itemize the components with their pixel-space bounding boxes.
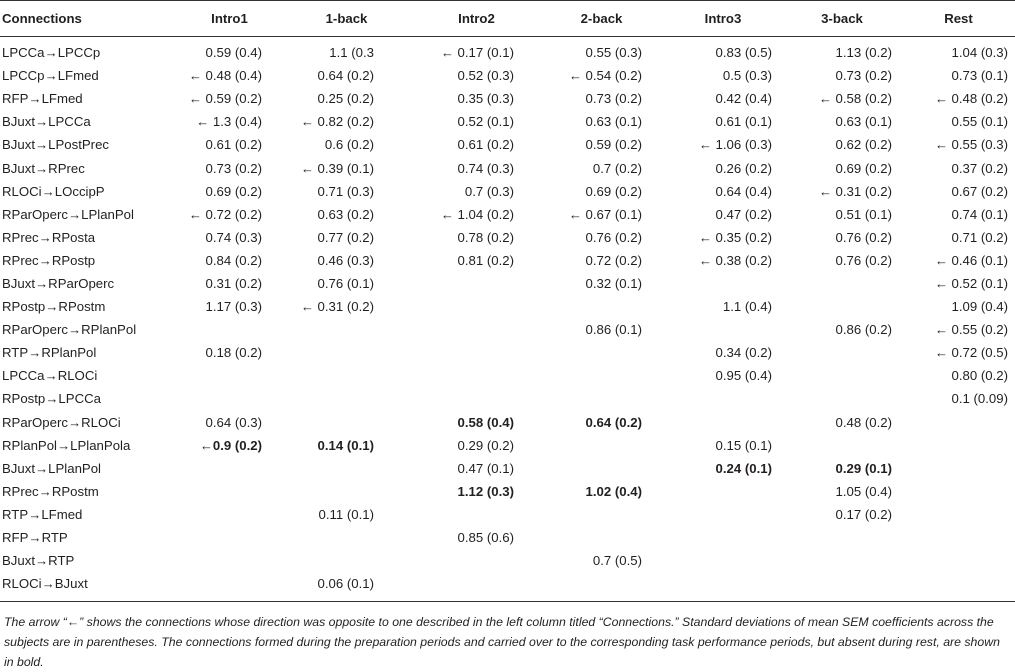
table-cell: ← 0.72 (0.2) [188, 206, 262, 222]
connection-label: RLOCi→BJuxt [2, 576, 88, 592]
table-row [0, 387, 1015, 410]
table-cell: ← 0.58 (0.2) [818, 91, 892, 107]
table-cell: ← 0.35 (0.2) [698, 229, 772, 245]
header-1-back: 1-back [279, 1, 414, 37]
table-cell: ←0.9 (0.2) [199, 437, 262, 453]
table-row [0, 180, 1015, 203]
table-cell [902, 572, 1015, 595]
table-cell: 0.62 (0.2) [835, 137, 892, 153]
table-row [0, 411, 1015, 434]
connection-label: RPrec→RPostp [2, 252, 96, 268]
table-cell: 0.84 (0.2) [205, 252, 262, 268]
table-cell: 1.13 (0.2) [835, 45, 892, 61]
table-cell [902, 526, 1015, 549]
table-cell [180, 457, 279, 480]
table-cell: 0.69 (0.2) [205, 183, 262, 199]
table-cell [279, 411, 414, 434]
table-cell [180, 318, 279, 341]
table-row [0, 480, 1015, 503]
table-cell [180, 364, 279, 387]
table-cell: ← 0.55 (0.3) [934, 137, 1008, 153]
table-cell: 0.55 (0.1) [951, 114, 1008, 130]
connection-label: RPrec→RPostm [2, 483, 99, 499]
connection-label: RParOperc→RLOCi [2, 414, 121, 430]
table-cell: ← 0.31 (0.2) [818, 183, 892, 199]
table-cell: 0.35 (0.3) [457, 91, 514, 107]
table-cell [664, 318, 782, 341]
table-cell [414, 549, 539, 572]
table-cell: 0.76 (0.2) [835, 252, 892, 268]
table-cell [782, 434, 902, 457]
table-cell: ← 0.59 (0.2) [188, 91, 262, 107]
table-cell: 0.11 (0.1) [318, 506, 374, 522]
table-cell: 0.85 (0.6) [457, 530, 514, 546]
connection-label: LPCCp→LFmed [2, 68, 99, 84]
table-cell [279, 526, 414, 549]
table-cell: 0.80 (0.2) [951, 368, 1008, 384]
table-cell: 0.17 (0.2) [835, 506, 892, 522]
table-cell: ← 1.06 (0.3) [698, 137, 772, 153]
table-cell [902, 549, 1015, 572]
connection-label: RParOperc→RPlanPol [2, 322, 137, 338]
table-cell [539, 341, 664, 364]
header-intro2: Intro2 [414, 1, 539, 37]
table-cell: 0.86 (0.2) [835, 322, 892, 338]
table-cell: ← 0.38 (0.2) [698, 252, 772, 268]
table-cell: 0.69 (0.2) [585, 183, 642, 199]
table-cell: 0.76 (0.2) [585, 229, 642, 245]
table-cell [782, 549, 902, 572]
table-cell: 0.29 (0.1) [835, 460, 892, 476]
table-cell: 0.69 (0.2) [835, 160, 892, 176]
table-cell [539, 572, 664, 595]
table-footnote: The arrow “←” shows the connections whose direction was opposite to one described in the left column titled “Connections.” Standard deviations of mean SEM coefficients across the subjects are in parentheses. The connections formed during the preparation periods and carried over to the corresponding task performance periods, but absent during rest, are shown in bold. [0, 601, 1015, 672]
connection-label: RFP→LFmed [2, 91, 83, 107]
table-cell [414, 341, 539, 364]
table-cell: 1.04 (0.3) [951, 45, 1008, 61]
header-intro3: Intro3 [664, 1, 782, 37]
table-cell: 0.25 (0.2) [317, 91, 374, 107]
table-cell: 0.1 (0.09) [951, 391, 1008, 407]
table-cell: 1.17 (0.3) [205, 299, 262, 315]
connection-label: LPCCa→RLOCi [2, 368, 98, 384]
table-row [0, 457, 1015, 480]
table-cell [782, 295, 902, 318]
connection-label: RPostp→RPostm [2, 299, 106, 315]
table-cell [664, 272, 782, 295]
table-row [0, 526, 1015, 549]
table-cell [902, 457, 1015, 480]
table-cell [664, 549, 782, 572]
table-cell: 0.42 (0.4) [715, 91, 772, 107]
table-row [0, 203, 1015, 226]
table-cell: 0.73 (0.2) [585, 91, 642, 107]
table-cell [180, 387, 279, 410]
table-cell: 0.73 (0.2) [835, 68, 892, 84]
connection-label: RTP→LFmed [2, 506, 83, 522]
table-cell [539, 503, 664, 526]
table-cell: ← 0.72 (0.5) [934, 345, 1008, 361]
table-cell: 0.14 (0.1) [317, 437, 374, 453]
connection-label: BJuxt→RTP [2, 553, 75, 569]
table-cell: 0.73 (0.2) [205, 160, 262, 176]
connection-label: BJuxt→RPrec [2, 160, 85, 176]
connection-label: RParOperc→LPlanPol [2, 206, 134, 222]
connection-label: BJuxt→LPCCa [2, 114, 91, 130]
table-cell: 0.15 (0.1) [715, 437, 772, 453]
header-3-back: 3-back [782, 1, 902, 37]
table-cell: 0.63 (0.1) [835, 114, 892, 130]
table-cell: 0.72 (0.2) [585, 252, 642, 268]
table-cell: 0.47 (0.1) [457, 460, 514, 476]
table-cell [180, 503, 279, 526]
table-cell [414, 318, 539, 341]
header-rest: Rest [902, 1, 1015, 37]
table-cell [782, 364, 902, 387]
header-row [0, 1, 1015, 37]
connection-label: LPCCa→LPCCp [2, 45, 101, 61]
table-cell: 0.59 (0.2) [585, 137, 642, 153]
table-cell [180, 480, 279, 503]
table-cell [180, 549, 279, 572]
table-cell: 1.12 (0.3) [457, 483, 514, 499]
table-row [0, 87, 1015, 110]
table-cell: 0.61 (0.2) [205, 137, 262, 153]
table-cell: 0.46 (0.3) [317, 252, 374, 268]
table-cell: 0.74 (0.3) [457, 160, 514, 176]
header-2-back: 2-back [539, 1, 664, 37]
table-cell [902, 434, 1015, 457]
table-cell [539, 364, 664, 387]
table-cell: ← 1.04 (0.2) [440, 206, 514, 222]
table-cell [279, 457, 414, 480]
table-cell: 0.73 (0.1) [951, 68, 1008, 84]
table-row [0, 295, 1015, 318]
table-cell: 0.7 (0.2) [592, 160, 642, 176]
table-body [0, 37, 1015, 596]
table-cell: 0.51 (0.1) [835, 206, 892, 222]
table-cell [539, 526, 664, 549]
table-cell: 0.48 (0.2) [835, 414, 892, 430]
table-cell: 1.1 (0.4) [722, 299, 772, 315]
table-cell: 0.61 (0.1) [715, 114, 772, 130]
table-cell [664, 411, 782, 434]
table-cell: 0.64 (0.2) [585, 414, 642, 430]
table-cell: ← 0.39 (0.1) [300, 160, 374, 176]
table-cell [414, 295, 539, 318]
header-connections: Connections [0, 1, 180, 37]
table-row [0, 226, 1015, 249]
table-row [0, 249, 1015, 272]
table-cell: ← 0.67 (0.1) [568, 206, 642, 222]
table-cell [782, 341, 902, 364]
table-cell: 0.55 (0.3) [585, 45, 642, 61]
table-cell [279, 341, 414, 364]
table-cell: 0.86 (0.1) [585, 322, 642, 338]
table-cell: 0.63 (0.1) [585, 114, 642, 130]
table-cell: 0.06 (0.1) [317, 576, 374, 592]
table-cell: 0.71 (0.2) [951, 229, 1008, 245]
table-cell: 0.71 (0.3) [317, 183, 374, 199]
table-row [0, 572, 1015, 595]
table-cell [664, 503, 782, 526]
table-cell: 0.77 (0.2) [317, 229, 374, 245]
table-cell: 0.32 (0.1) [585, 275, 642, 291]
table-cell [414, 572, 539, 595]
table-cell: 0.29 (0.2) [457, 437, 514, 453]
table-cell [782, 572, 902, 595]
table-cell: ← 0.54 (0.2) [568, 68, 642, 84]
table-cell: ← 0.48 (0.4) [188, 68, 262, 84]
table-cell: ← 0.31 (0.2) [300, 299, 374, 315]
table-cell: ← 0.82 (0.2) [300, 114, 374, 130]
table-cell [664, 572, 782, 595]
connection-label: BJuxt→LPostPrec [2, 137, 110, 153]
table-cell: 0.31 (0.2) [205, 275, 262, 291]
connection-label: RTP→RPlanPol [2, 345, 97, 361]
connection-label: RPlanPol→LPlanPola [2, 437, 131, 453]
table-cell: 0.52 (0.3) [457, 68, 514, 84]
table-cell [539, 434, 664, 457]
table-row [0, 37, 1015, 65]
table-row [0, 318, 1015, 341]
table-cell: 0.52 (0.1) [457, 114, 514, 130]
table-cell: 0.76 (0.1) [317, 275, 374, 291]
table-cell: 0.5 (0.3) [722, 68, 772, 84]
table-cell [414, 387, 539, 410]
connection-label: BJuxt→RParOperc [2, 275, 115, 291]
table-cell: 0.26 (0.2) [715, 160, 772, 176]
table-cell: 0.58 (0.4) [457, 414, 514, 430]
table-cell [664, 480, 782, 503]
table-cell: 0.6 (0.2) [324, 137, 374, 153]
table-cell: ← 0.48 (0.2) [934, 91, 1008, 107]
table-cell [782, 272, 902, 295]
table-cell: 0.37 (0.2) [951, 160, 1008, 176]
table-cell: ← 0.17 (0.1) [440, 45, 514, 61]
table-cell [414, 272, 539, 295]
table-cell: 0.7 (0.3) [464, 183, 514, 199]
table-row [0, 110, 1015, 133]
table-cell [414, 503, 539, 526]
table-cell: ← 0.52 (0.1) [934, 275, 1008, 291]
connection-label: RLOCi→LOccipP [2, 183, 105, 199]
table-cell [902, 503, 1015, 526]
table-cell [539, 295, 664, 318]
table-cell: 0.64 (0.4) [715, 183, 772, 199]
table-cell: 1.09 (0.4) [951, 299, 1008, 315]
table-cell: 0.67 (0.2) [951, 183, 1008, 199]
connection-label: BJuxt→LPlanPol [2, 460, 101, 476]
table-cell: 0.83 (0.5) [715, 45, 772, 61]
table-cell: 0.64 (0.3) [205, 414, 262, 430]
table-cell: 0.7 (0.5) [592, 553, 642, 569]
table-cell: 0.24 (0.1) [715, 460, 772, 476]
table-cell: ← 1.3 (0.4) [196, 114, 262, 130]
table-cell: 0.76 (0.2) [835, 229, 892, 245]
table-cell [279, 549, 414, 572]
table-row [0, 133, 1015, 156]
table-cell: 0.95 (0.4) [715, 368, 772, 384]
connection-label: RPostp→LPCCa [2, 391, 101, 407]
table-cell: ← 0.46 (0.1) [934, 252, 1008, 268]
table-row [0, 272, 1015, 295]
table-cell [539, 457, 664, 480]
table-cell [279, 364, 414, 387]
table-cell: 0.74 (0.1) [951, 206, 1008, 222]
table-cell [279, 480, 414, 503]
table-cell [664, 387, 782, 410]
table-cell: 0.34 (0.2) [715, 345, 772, 361]
table-cell: ← 0.55 (0.2) [934, 322, 1008, 338]
table-cell [664, 526, 782, 549]
connection-label: RPrec→RPosta [2, 229, 96, 245]
table-cell: 0.64 (0.2) [317, 68, 374, 84]
table-cell [539, 387, 664, 410]
table-cell: 1.05 (0.4) [835, 483, 892, 499]
table-cell [279, 318, 414, 341]
table-row [0, 341, 1015, 364]
table-cell [180, 572, 279, 595]
header-intro1: Intro1 [180, 1, 279, 37]
table-cell: 0.74 (0.3) [205, 229, 262, 245]
table-cell: 0.61 (0.2) [457, 137, 514, 153]
table-cell [782, 526, 902, 549]
table-cell: 1.1 (0.3 [329, 45, 374, 61]
table-cell [279, 387, 414, 410]
table-row [0, 364, 1015, 387]
table-cell: 0.47 (0.2) [715, 206, 772, 222]
table-row [0, 503, 1015, 526]
table-row [0, 64, 1015, 87]
table-row [0, 156, 1015, 179]
table-cell [782, 387, 902, 410]
table-cell: 0.63 (0.2) [317, 206, 374, 222]
table-cell: 1.02 (0.4) [585, 483, 642, 499]
table-row [0, 549, 1015, 572]
table-cell: 0.81 (0.2) [457, 252, 514, 268]
table-cell [180, 526, 279, 549]
connection-label: RFP→RTP [2, 530, 68, 546]
table-cell: 0.59 (0.4) [205, 45, 262, 61]
table-cell [902, 411, 1015, 434]
table-row [0, 434, 1015, 457]
table-cell [902, 480, 1015, 503]
table-cell: 0.18 (0.2) [205, 345, 262, 361]
table-cell: 0.78 (0.2) [457, 229, 514, 245]
table-cell [414, 364, 539, 387]
